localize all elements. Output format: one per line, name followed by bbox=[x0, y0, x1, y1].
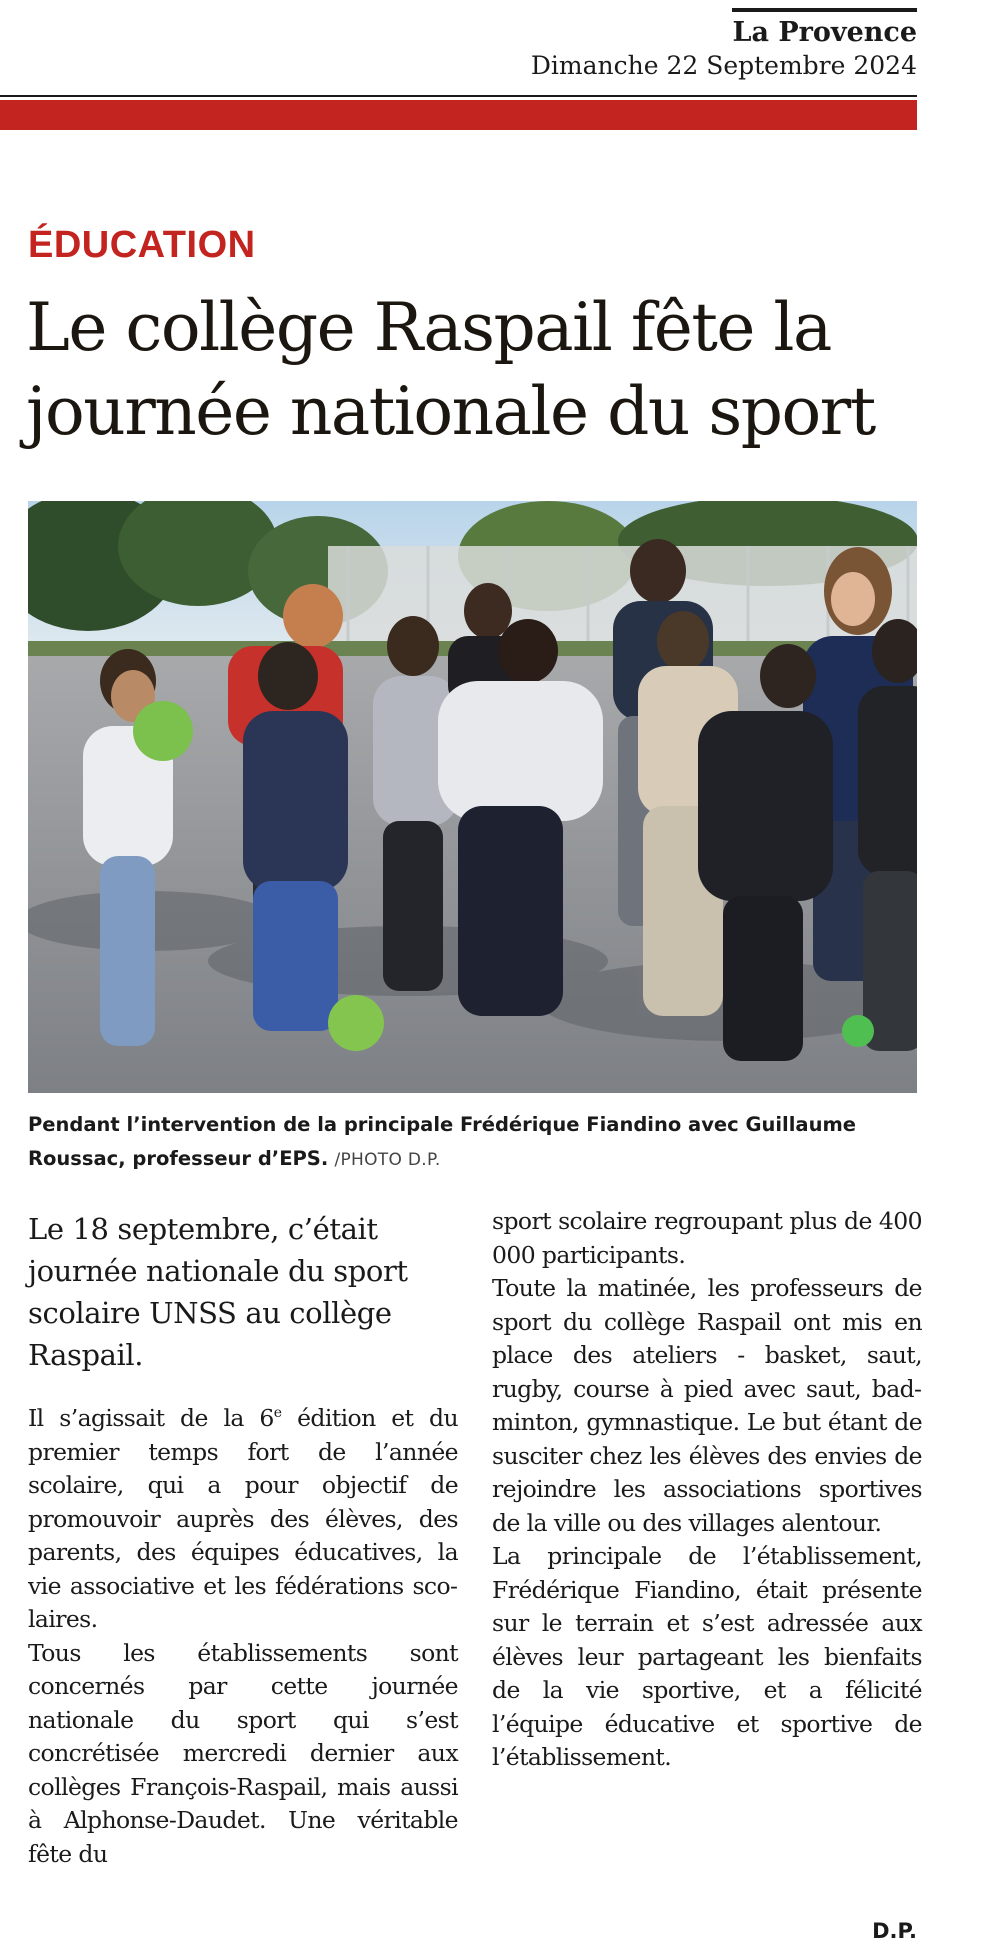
article-column-left bbox=[28, 1208, 458, 1871]
caption-text: Pendant l’intervention de la principale Frédérique Fiandino avec Guillaume Roussac, professeur d’EPS. bbox=[28, 1113, 857, 1170]
photo-caption bbox=[28, 1108, 917, 1177]
article-photo bbox=[28, 501, 917, 1093]
masthead-red-band bbox=[0, 100, 917, 130]
article-paragraph-2-continued: sport scolaire regroupant plus de 400 000 participants. bbox=[492, 1207, 922, 1269]
publication-name: La Provence bbox=[732, 17, 917, 48]
photo-credit: /PHOTO D.P. bbox=[334, 1150, 441, 1170]
headline-line-1: Le collège Raspail fête la bbox=[26, 289, 831, 366]
paragraph-1-start: Il s’agissait de la 6 bbox=[28, 1404, 274, 1432]
article-headline bbox=[26, 286, 926, 454]
masthead-divider bbox=[0, 95, 917, 97]
author-signature: D.P. bbox=[872, 1919, 917, 1943]
article-column-right bbox=[492, 1205, 922, 1775]
schoolyard-photo-illustration bbox=[28, 501, 917, 1093]
article-lead: Le 18 septembre, c’était journée nationale du sport scolaire UNSS au collège Raspail. bbox=[28, 1212, 408, 1372]
article-paragraph-2: Tous les établissements sont concernés par cette journée nationale du sport qui s’est concrétisée mercredi dernier aux collèges François-Raspail, mais aussi à Alphonse-Daudet. Une véritable fête du bbox=[28, 1638, 458, 1868]
masthead-top-rule bbox=[732, 8, 917, 12]
article-rubric: ÉDUCATION bbox=[28, 224, 256, 266]
masthead bbox=[0, 0, 917, 130]
article-paragraph-3: Toute la matinée, les professeurs de sport du collège Raspail ont mis en place des ateliers - basket, saut, rugby, course à pied avec saut, badminton, gymnastique. Le but étant de susciter chez les élèves des envies de rejoindre les associations sportives de la ville ou des villages alentour. bbox=[492, 1274, 922, 1537]
publication-date: Dimanche 22 Septembre 2024 bbox=[530, 51, 917, 80]
paragraph-1-end: édition et du premier temps fort de l’année scolaire, qui a pour objectif de promouvoir auprès des élèves, des parents, des équipes éducatives, la vie associative et les fédérations scolaires. bbox=[28, 1404, 458, 1633]
article-paragraph-1 bbox=[28, 1402, 458, 1637]
headline-line-2: journée nationale du sport bbox=[26, 373, 875, 450]
ordinal-superscript: e bbox=[273, 1405, 282, 1422]
article-paragraph-4: La principale de l’établissement, Frédérique Fiandino, était présente sur le terrain et s’est adressée aux élèves leur partageant les bienfaits de la vie sportive, et a félicité l’équipe éducative et sportive de l’établissement. bbox=[492, 1542, 922, 1771]
